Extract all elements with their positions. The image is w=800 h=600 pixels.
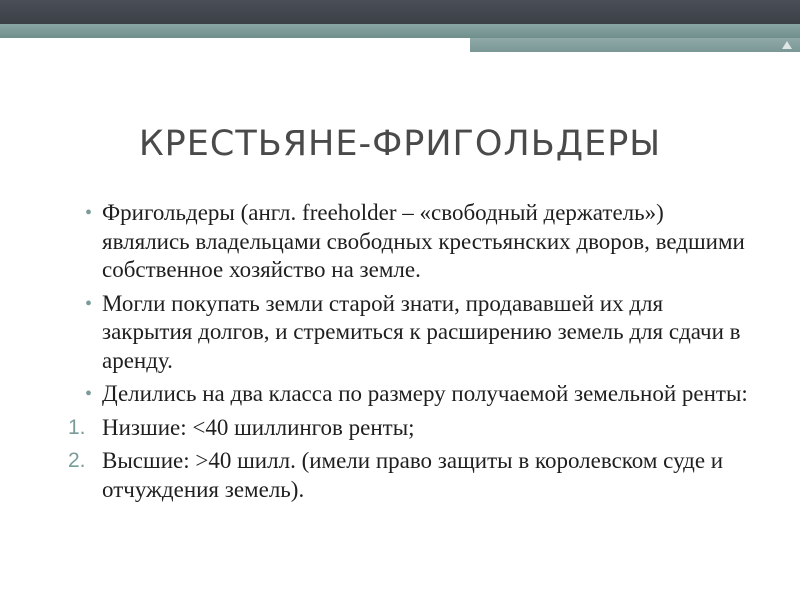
- header-bar-teal-accent: [470, 38, 800, 52]
- list-item: [72, 199, 752, 285]
- list-item-text: Фригольдеры (англ. freeholder – «свободный держатель») являлись владельцами свободных крестьянских дворов, ведшими собственное хозяйство на земле.: [102, 200, 745, 282]
- triangle-icon: [782, 41, 792, 49]
- slide-title: КРЕСТЬЯНЕ-ФРИГОЛЬДЕРЫ: [138, 124, 662, 164]
- header-bar-dark: [0, 0, 800, 24]
- number-marker: 2.: [68, 449, 86, 472]
- list-item: [72, 380, 752, 409]
- list-item-text: Низшие: <40 шиллингов ренты;: [102, 414, 415, 440]
- list-item: [72, 290, 752, 376]
- numbered-item: [68, 447, 752, 504]
- numbered-item: [68, 414, 752, 443]
- slide-content: [68, 199, 752, 509]
- bullet-icon: •: [85, 202, 93, 224]
- list-item-text: Высшие: >40 шилл. (имели право защиты в королевском суде и отчуждения земель).: [102, 448, 724, 502]
- header-bar-teal: [0, 24, 800, 38]
- list-item-text: Делились на два класса по размеру получаемой земельной ренты:: [102, 381, 748, 406]
- bullet-icon: •: [85, 383, 93, 405]
- bullet-icon: •: [85, 292, 93, 315]
- number-marker: 1.: [68, 415, 86, 439]
- list-item-text: Могли покупать земли старой знати, продававшей их для закрытия долгов, и стремиться к расширению земель для сдачи в аренду.: [102, 290, 741, 373]
